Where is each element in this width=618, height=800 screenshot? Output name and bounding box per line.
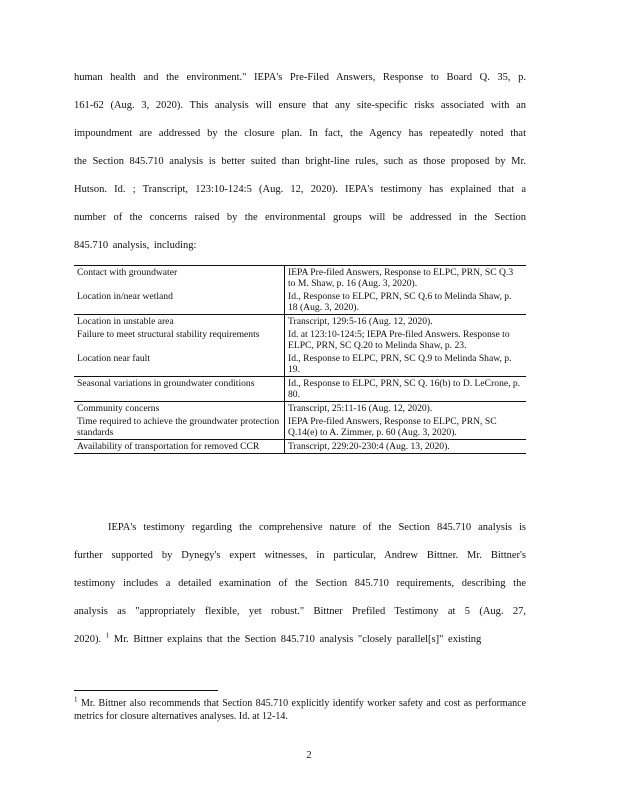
footnote — [74, 697, 526, 723]
paragraph-line: impoundment are addressed by the closure plan. In fact, the Agency has repeatedly noted that — [74, 128, 526, 139]
paragraph-line — [74, 626, 526, 654]
concern-cell: Location in unstable area — [74, 315, 285, 329]
footnote-reference[interactable]: 1 — [105, 631, 110, 640]
page-number: 2 — [306, 750, 312, 761]
source-cell: IEPA Pre-filed Answers, Response to ELPC, PRN, SC Q.14(e) to A. Zimmer, p. 60 (Aug. 3, 2020). — [288, 416, 497, 438]
concerns-table — [74, 265, 526, 454]
paragraph-line: 845.710 analysis, including: — [74, 240, 197, 251]
paragraph-line-text: 2020). $^1$ Mr. Bittner explains that the Section 845.710 analysis "closely parallel[s]" existing — [74, 631, 482, 645]
source-cell: Transcript, 25:11-16 (Aug. 12, 2020). — [285, 402, 527, 416]
source-cell: IEPA Pre-filed Answers, Response to ELPC, PRN, SC Q.3 to M. Shaw, p. 16 (Aug. 3, 2020). — [285, 266, 527, 291]
table-row — [74, 315, 526, 329]
body-paragraph-1 — [74, 64, 526, 260]
source-cell: Id., Response to ELPC, PRN, SC Q. 16(b) to D. LeCrone, p. 80. — [285, 377, 527, 402]
paragraph-line: 161-62 (Aug. 3, 2020). This analysis will ensure that any site-specific risks associated with an — [74, 100, 526, 111]
concern-cell: Location in/near wetland — [74, 290, 285, 315]
concern-cell: Availability of transportation for removed CCR — [74, 440, 285, 454]
paragraph-line: number of the concerns raised by the environmental groups will be addressed in the Section — [74, 212, 526, 223]
footnote-marker: 1 — [74, 695, 78, 704]
table-row — [74, 352, 526, 377]
table-row — [74, 440, 526, 454]
paragraph-line: the Section 845.710 analysis is better suited than bright-line rules, such as those proposed by Mr. — [74, 156, 526, 167]
paragraph-line: analysis as "appropriately flexible, yet robust." Bittner Prefiled Testimony at 5 (Aug. 27, — [74, 606, 526, 617]
paragraph-line: further supported by Dynegy's expert witnesses, in particular, Andrew Bittner. Mr. Bittner's — [74, 550, 526, 561]
paragraph-line: human health and the environment." IEPA's Pre-Filed Answers, Response to Board Q. 35, p. — [74, 72, 526, 83]
concern-cell: Location near fault — [74, 352, 285, 377]
footnote-divider — [74, 690, 218, 691]
source-cell: Id., Response to ELPC, PRN, SC Q.6 to Melinda Shaw, p. 18 (Aug. 3, 2020). — [288, 291, 512, 313]
table-row — [74, 290, 526, 315]
paragraph-line: IEPA's testimony regarding the comprehensive nature of the Section 845.710 analysis is — [108, 522, 526, 533]
table-row — [74, 415, 526, 440]
source-cell: Id., Response to ELPC, PRN, SC Q.9 to Melinda Shaw, p. 19. — [288, 353, 512, 375]
source-cell: Id. at 123:10-124:5; IEPA Pre-filed Answers. Response to ELPC, PRN, SC Q.20 to Melinda Shaw, p. 23. — [288, 329, 510, 351]
concern-cell: Time required to achieve the groundwater protection standards — [74, 415, 285, 440]
concern-cell: Failure to meet structural stability requirements — [74, 328, 285, 352]
body-paragraph-2 — [74, 514, 526, 654]
source-cell: Transcript, 229:20-230:4 (Aug. 13, 2020). — [285, 440, 527, 454]
paragraph-line: Hutson. Id. ; Transcript, 123:10-124:5 (Aug. 12, 2020). IEPA's testimony has explained that a — [74, 184, 526, 195]
source-cell: Transcript, 129:5-16 (Aug. 12, 2020). — [285, 315, 527, 329]
concern-cell: Seasonal variations in groundwater conditions — [74, 377, 285, 402]
table-row — [74, 266, 526, 291]
table-row — [74, 377, 526, 402]
concern-cell: Contact with groundwater — [74, 266, 285, 291]
table-row — [74, 328, 526, 352]
footnote-text: Mr. Bittner also recommends that Section 845.710 explicitly identify worker safety and cost as performance metrics for closure alternatives analyses. Id. at 12-14. — [74, 698, 527, 722]
paragraph-line: testimony includes a detailed examination of the Section 845.710 requirements, describing the — [74, 578, 526, 589]
concern-cell: Community concerns — [74, 402, 285, 416]
table-row — [74, 402, 526, 416]
